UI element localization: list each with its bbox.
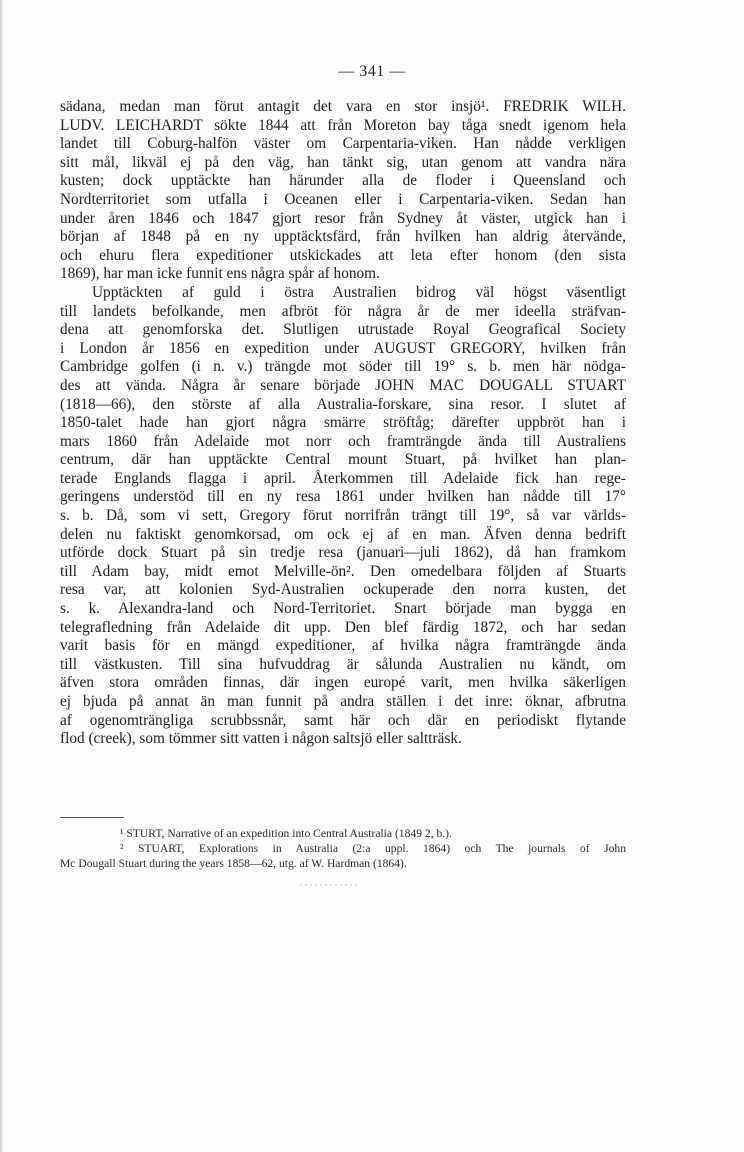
body-line: början af 1848 på en ny upptäcktsfärd, från hvilken han aldrig återvände, <box>60 228 626 246</box>
body-line: landet till Coburg-halfön väster om Carpentaria-viken. Han nådde verkligen <box>60 135 626 153</box>
body-line: flod (creek), som tömmer sitt vatten i någon saltsjö eller saltträsk. <box>60 730 462 748</box>
body-line: under åren 1846 och 1847 gjort resor från Sydney åt väster, utgick han i <box>60 209 626 227</box>
body-line: sädana, medan man förut antagit det vara en stor insjö¹. FREDRIK WILH. <box>60 98 626 115</box>
page-edge <box>0 0 3 1152</box>
footnote-1: ¹ STURT, Narrative of an expedition into Central Australia (1849 2, b.). <box>120 827 452 840</box>
body-text <box>60 98 626 749</box>
body-line: terade Englands flagga i april. Återkommen till Adelaide fick han rege- <box>60 469 626 487</box>
body-line: äfven stora områden finnas, där ingen europé varit, men hvilka säkerligen <box>60 674 626 692</box>
body-line: till västkusten. Till sina hufvuddrag är sålunda Australien nu kändt, om <box>60 655 626 673</box>
body-line: dena att genomforska det. Slutligen utrustade Royal Geografical Society <box>60 321 626 339</box>
body-line: centrum, där han upptäckte Central mount Stuart, på hvilket han plan- <box>60 451 626 469</box>
print-smudge <box>300 884 360 886</box>
body-line: 1850-talet hade han gjort några smärre ströftåg; därefter uppbröt han i <box>60 414 626 432</box>
body-line: s. b. Då, som vi sett, Gregory förut norrifrån trängt till 19°, så var världs- <box>60 507 626 525</box>
footnote-2: ² STUART, Explorations in Australia (2:a uppl. 1864) och The journals of John <box>120 842 626 855</box>
body-line: delen nu faktiskt genomkorsad, om ock ej af en man. Äfven denna bedrift <box>60 525 626 543</box>
body-line: LUDV. LEICHARDT sökte 1844 att från Moreton bay tåga snedt igenom hela <box>60 116 626 134</box>
footnote-2-continued: Mc Dougall Stuart during the years 1858—62, utg. af W. Hardman (1864). <box>60 857 407 870</box>
body-line: sitt mål, likväl ej på den väg, han tänkt sig, utan genom att vandra nära <box>60 153 626 171</box>
body-line: geringens understöd till en ny resa 1861 under hvilken han nådde till 17° <box>60 488 626 506</box>
body-line: i London år 1856 en expedition under AUGUST GREGORY, hvilken från <box>60 339 626 357</box>
body-line: Cambridge golfen (i n. v.) trängde mot söder till 19° s. b. men här nödga- <box>60 358 626 376</box>
body-line: des att vända. Några år senare började JOHN MAC DOUGALL STUART <box>60 376 626 394</box>
body-line: till Adam bay, midt emot Melville-ön². Den omedelbara följden af Stuarts <box>60 562 626 580</box>
page-number: — 341 — <box>338 63 406 80</box>
body-line: (1818—66), den störste af alla Australia-forskare, sina resor. I slutet af <box>60 395 626 413</box>
body-line: och ehuru flera expeditioner utskickades att leta efter honom (den sista <box>60 246 626 264</box>
body-line: Nordterritoriet som utfalla i Oceanen eller i Carpentaria-viken. Sedan han <box>60 190 626 208</box>
body-line: mars 1860 från Adelaide mot norr och framträngde ända till Australiens <box>60 432 626 450</box>
footnotes <box>60 826 626 871</box>
footnote-divider <box>60 817 124 818</box>
body-line: 1869), har man icke funnit ens några spår af honom. <box>60 265 380 283</box>
body-line: utförde dock Stuart på sin tredje resa (januari—juli 1862), då han framkom <box>60 544 626 562</box>
body-line: kusten; dock upptäckte han härunder alla de floder i Queensland och <box>60 172 626 190</box>
body-line: Upptäckten af guld i östra Australien bidrog väl högst väsentligt <box>92 283 626 301</box>
body-line: telegrafledning från Adelaide dit upp. Den blef färdig 1872, och har sedan <box>60 618 626 636</box>
body-line: ej bjuda på annat än man funnit på andra ställen i det inre: öknar, afbrutna <box>60 693 626 710</box>
body-line: resa var, att kolonien Syd-Australien ockuperade den norra kusten, det <box>60 581 626 599</box>
body-line: varit basis för en mängd expeditioner, af hvilka några framträngde ända <box>60 637 626 655</box>
body-line: till landets befolkande, men afbröt för några år de mer ideella sträfvan- <box>60 302 626 320</box>
body-line: s. k. Alexandra-land och Nord-Territoriet. Snart började man bygga en <box>60 600 626 618</box>
body-line: af ogenomträngliga scrubbssnår, samt här och där en periodiskt flytande <box>60 711 626 729</box>
